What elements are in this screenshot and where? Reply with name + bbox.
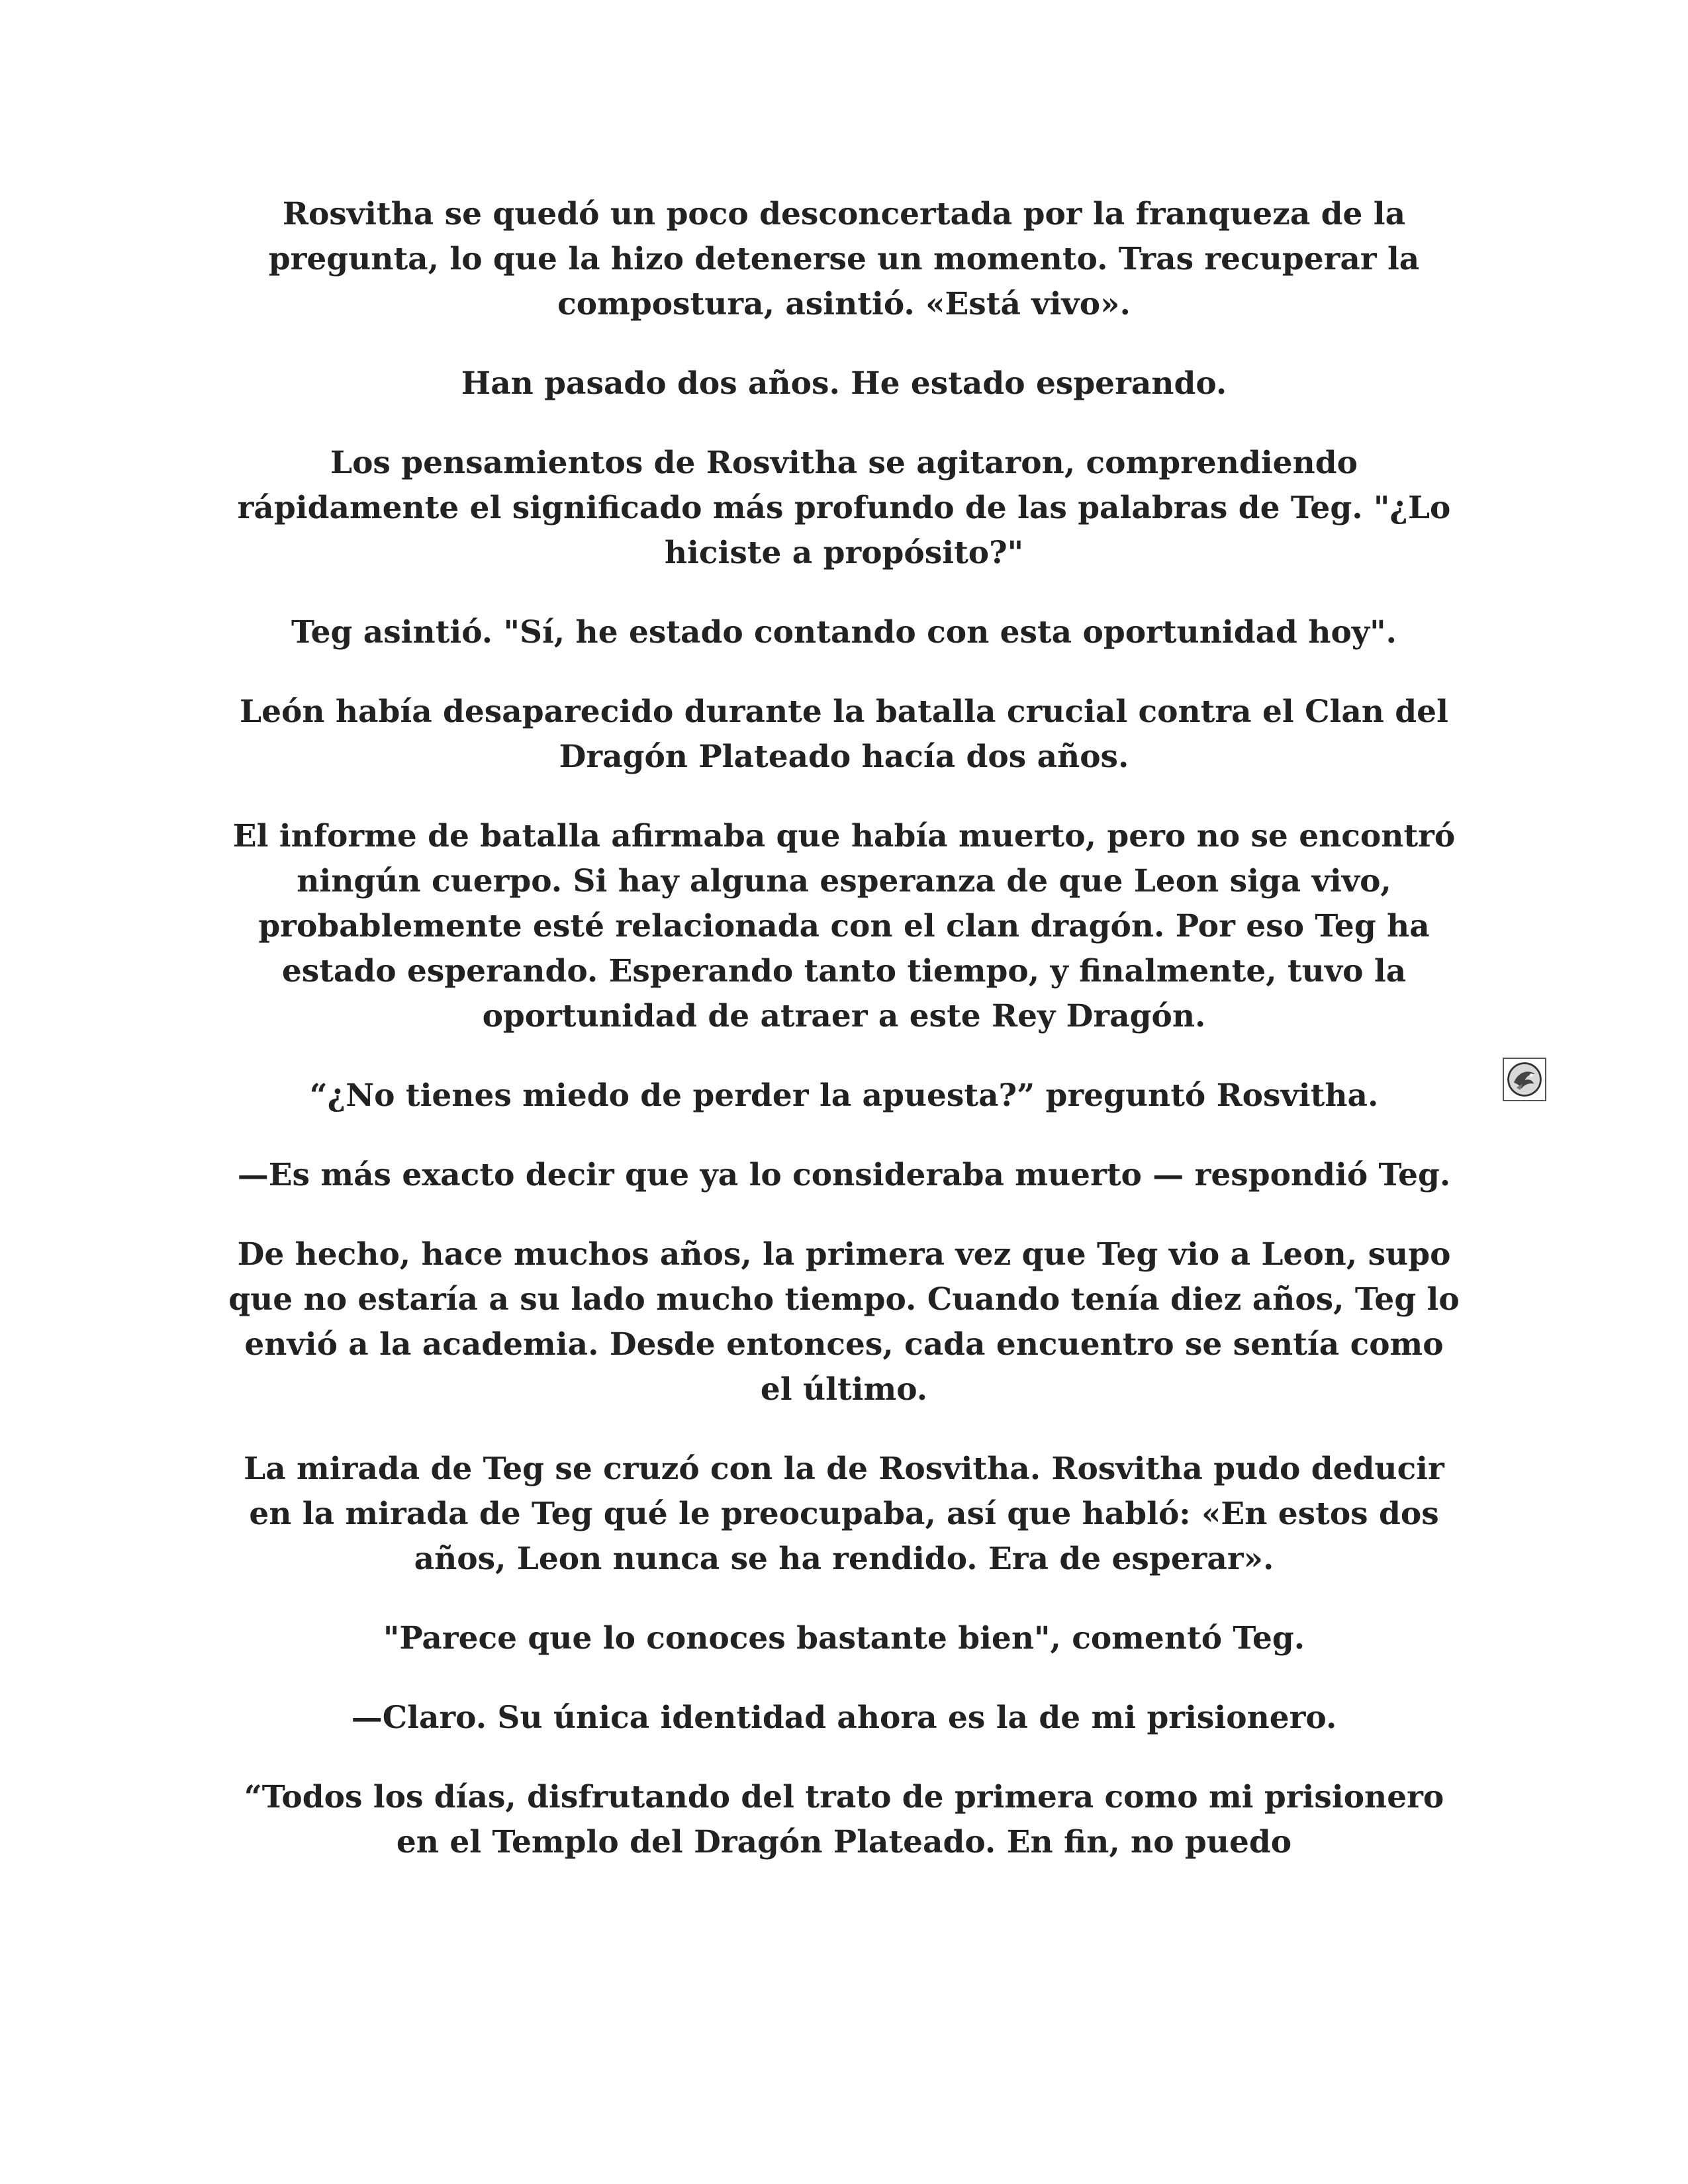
paragraph-10: La mirada de Teg se cruzó con la de Rosvitha. Rosvitha pudo deducir en la mirada de Teg qué le preocupaba, así que habló: «En estos dos años, Leon nunca se ha rendido. Era de esperar». bbox=[244, 1451, 1444, 1577]
paragraph-2: Han pasado dos años. He estado esperando. bbox=[461, 365, 1227, 402]
paragraph-12: —Claro. Su única identidad ahora es la de mi prisionero. bbox=[351, 1700, 1337, 1736]
paragraph-8: —Es más exacto decir que ya lo consideraba muerto — respondió Teg. bbox=[237, 1157, 1451, 1193]
paragraph-1: Rosvitha se quedó un poco desconcertada por la franqueza de la pregunta, lo que la hizo detenerse un momento. Tras recuperar la compostura, asintió. «Está vivo». bbox=[268, 196, 1420, 322]
paragraph-4: Teg asintió. "Sí, he estado contando con esta oportunidad hoy". bbox=[291, 614, 1397, 651]
paragraph-11: "Parece que lo conoces bastante bien", comentó Teg. bbox=[383, 1620, 1305, 1657]
paragraph-3: Los pensamientos de Rosvitha se agitaron, comprendiendo rápidamente el significado más profundo de las palabras de Teg. "¿Lo hiciste a propósito?" bbox=[237, 445, 1451, 571]
document-page bbox=[225, 192, 1463, 1899]
paragraph-9: De hecho, hace muchos años, la primera vez que Teg vio a Leon, supo que no estaría a su lado mucho tiempo. Cuando tenía diez años, Teg lo envió a la academia. Desde entonces, cada encuentro se sentía como el último. bbox=[228, 1236, 1460, 1408]
paragraph-7: “¿No tienes miedo de perder la apuesta?” preguntó Rosvitha. bbox=[309, 1077, 1379, 1114]
paragraph-5: León había desaparecido durante la batalla crucial contra el Clan del Dragón Plateado hacía dos años. bbox=[240, 694, 1448, 775]
paragraph-6: El informe de batalla afirmaba que había muerto, pero no se encontró ningún cuerpo. Si hay alguna esperanza de que Leon siga vivo, probablemente esté relacionada con el clan dragón. Por eso Teg ha estado esperando. Esperando tanto tiempo, y finalmente, tuvo la oportunidad de atraer a este Rey Dragón. bbox=[232, 818, 1456, 1034]
dragon-logo-icon bbox=[1503, 1058, 1546, 1101]
paragraph-13: “Todos los días, disfrutando del trato de primera como mi prisionero en el Templo del Dragón Plateado. En fin, no puedo bbox=[244, 1779, 1444, 1860]
